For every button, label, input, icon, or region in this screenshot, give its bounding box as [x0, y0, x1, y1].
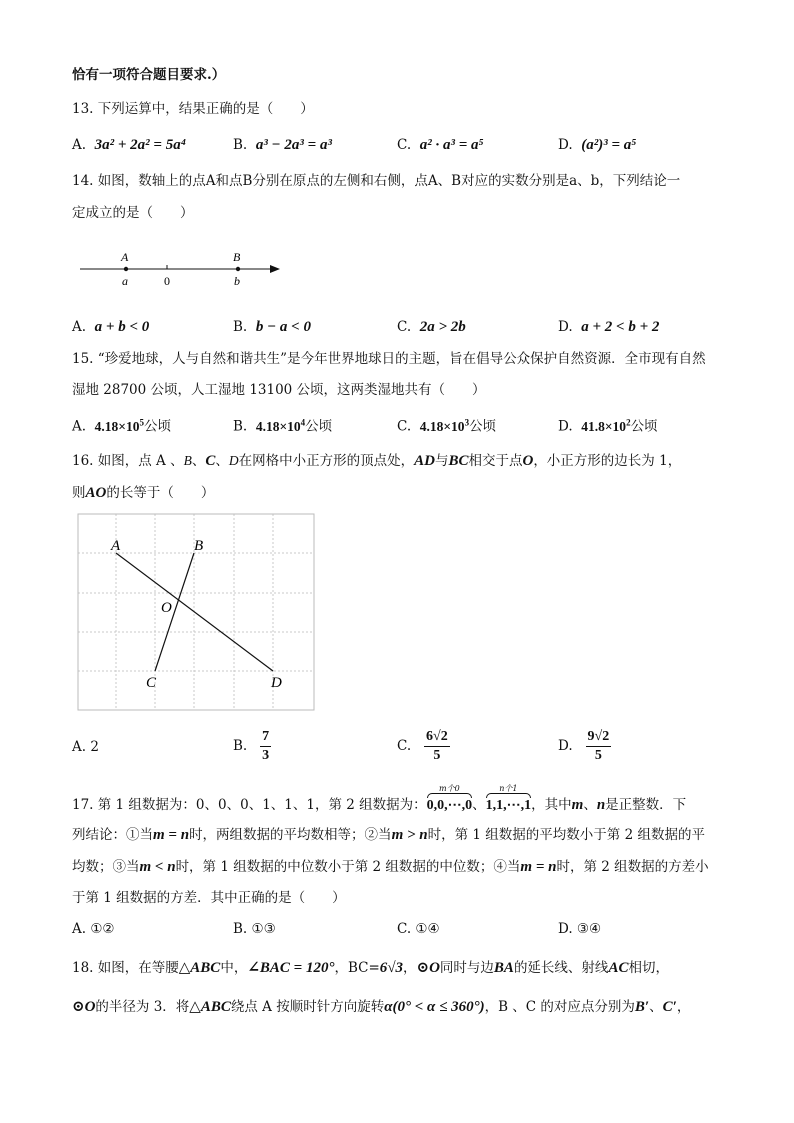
value-a-label: a [122, 274, 128, 288]
q17-option-b[interactable]: B. ①③ [233, 921, 276, 937]
origin-label: 0 [164, 274, 170, 288]
q13-option-d[interactable]: D. (a²)³ = a⁵ [558, 137, 637, 153]
label-b: B [194, 538, 204, 554]
q17-option-d[interactable]: D. ③④ [558, 921, 602, 937]
section-header: 恰有一项符合题目要求.） [72, 67, 226, 83]
q16-option-c[interactable]: C. $\frac{6√2}{5}$ [397, 729, 448, 763]
q13-option-b[interactable]: B. a³ − 2a³ = a³ [233, 137, 332, 153]
q15-option-d[interactable]: D. $41.8\times 10^2$公顷 [558, 417, 658, 435]
q18-stem-line2: ⊙O的半径为 3．将△ABC绕点 A 按顺时针方向旋转α(0° < α ≤ 360°)，B 、C 的对应点分别为B′、C′， [72, 999, 691, 1015]
q16-option-b-fraction: $\frac{7}{3}$ [262, 729, 270, 763]
brace-group-2: n个1 1,1,⋯,1 [485, 784, 532, 813]
q17-stem-line4: 于第 1 组数据的方差．其中正确的是（ ） [72, 890, 346, 906]
q17-stem-line2: 列结论：①当m = n时，两组数据的平均数相等；②当m > n时，第 1 组数据的平均数小于第 2 组数据的平 [72, 827, 705, 843]
q16-option-d-fraction: $\frac{9√2}{5}$ [587, 729, 610, 763]
point-b-label: B [233, 250, 241, 264]
q16-option-d[interactable]: D. $\frac{9√2}{5}$ [558, 729, 610, 763]
q17-stem-line3: 均数；③当m < n时，第 1 组数据的中位数小于第 2 组数据的中位数；④当m = n时，第 2 组数据的方差小 [72, 859, 709, 875]
q16-stem-line2: 则AO的长等于（ ） [72, 485, 215, 501]
q13-option-c-expr: a² · a³ = a⁵ [419, 137, 484, 153]
q13-option-a-expr: 3a² + 2a² = 5a⁴ [94, 137, 186, 153]
label-c: C [146, 675, 157, 691]
q17-option-a[interactable]: A. ①② [72, 921, 115, 937]
q15-option-c[interactable]: C. $4.18\times 10^3$公顷 [397, 417, 497, 435]
q13-option-c[interactable]: C. a² · a³ = a⁵ [397, 137, 484, 153]
q14-option-d[interactable]: D. a + 2 < b + 2 [558, 319, 660, 335]
value-b-label: b [234, 274, 240, 288]
q16-grid-figure [76, 512, 318, 714]
q14-stem-line1: 14. 如图，数轴上的点A和点B分别在原点的左侧和右侧，点A、B对应的实数分别是a、b，下列结论一 [72, 173, 681, 189]
q13-option-b-expr: a³ − 2a³ = a³ [255, 137, 332, 153]
q15-option-a[interactable]: A. $4.18\times 10^5$公顷 [72, 417, 171, 435]
q14-option-a[interactable]: A. a + b < 0 [72, 319, 150, 335]
q16-option-c-fraction: $\frac{6√2}{5}$ [426, 729, 448, 763]
q15-stem-line2: 湿地 28700 公顷，人工湿地 13100 公顷，这两类湿地共有（ ） [72, 382, 486, 398]
q14-option-c[interactable]: C. 2a > 2b [397, 319, 466, 335]
q16-option-a[interactable]: A. 2 [72, 739, 99, 755]
q18-stem-line1: 18. 如图，在等腰△ABC中，∠BAC = 120°，BC=6√3，⊙O同时与边BA的延长线、射线AC相切， [72, 960, 669, 976]
q15-stem-line1: 15. “珍爱地球，人与自然和谐共生”是今年世界地球日的主题，旨在倡导公众保护自然资源．全市现有自然 [72, 351, 706, 367]
brace-group-1: m个0 0,0,⋯,0 [426, 784, 473, 813]
q17-stem-line1: 17. 第 1 组数据为：0、0、0、1、1、1，第 2 组数据为： m个0 0,0,⋯,0 、 n个1 1,1,⋯,1 ，其中m、n是正整数．下 [72, 784, 687, 813]
q15-option-b[interactable]: B. $4.18\times 10^4$公顷 [233, 417, 333, 435]
q17-option-c[interactable]: C. ①④ [397, 921, 440, 937]
q14-number-line-figure [78, 246, 288, 292]
label-d: D [271, 675, 282, 691]
label-a: A [111, 538, 121, 554]
q13-option-a[interactable]: A. 3a² + 2a² = 5a⁴ [72, 137, 186, 153]
q16-option-b[interactable]: B. $\frac{7}{3}$ [233, 729, 270, 763]
q16-stem-line1: 16. 如图，点 A 、B、C、D在网格中小正方形的顶点处，AD与BC相交于点O，小正方形的边长为 1， [72, 453, 682, 469]
q14-stem-line2: 定成立的是（ ） [72, 205, 194, 221]
point-a-label: A [121, 250, 129, 264]
label-o: O [161, 600, 172, 616]
q13-stem: 13. 下列运算中，结果正确的是（ ） [72, 101, 314, 117]
q14-option-b[interactable]: B. b − a < 0 [233, 319, 311, 335]
q13-option-d-expr: (a²)³ = a⁵ [581, 137, 637, 153]
